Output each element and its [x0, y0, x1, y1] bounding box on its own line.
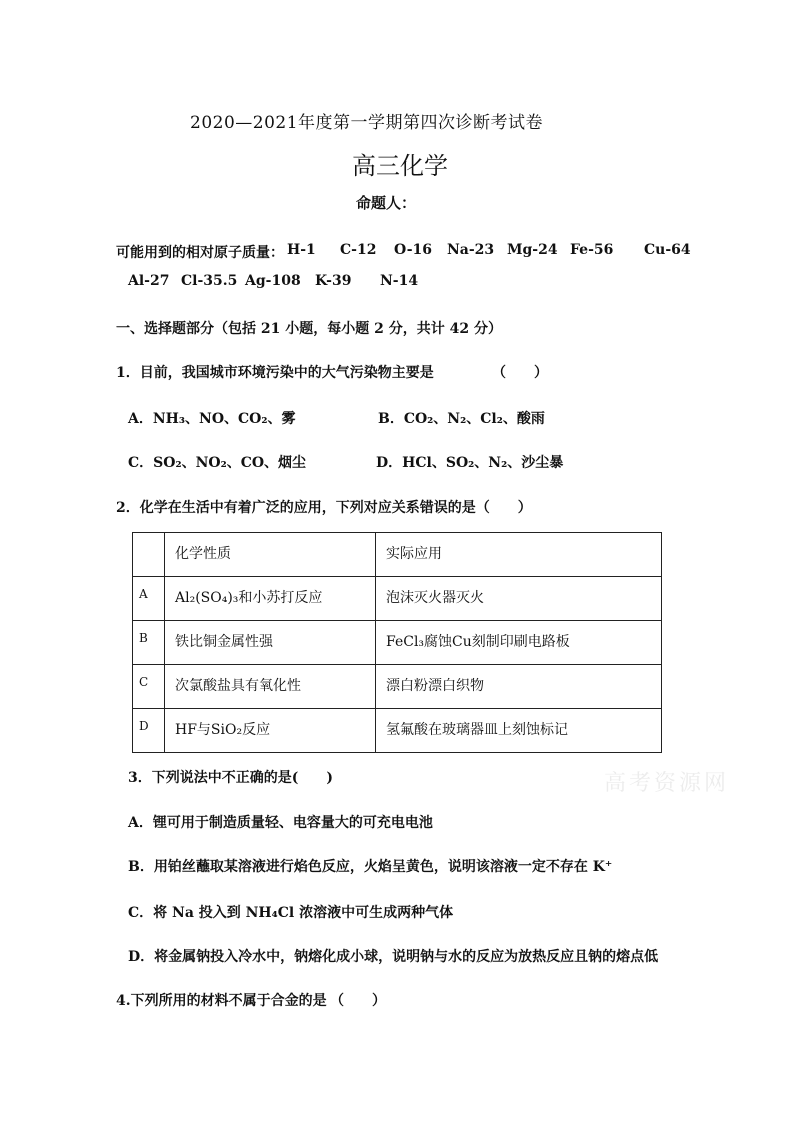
table-header-cell: 化学性质 — [165, 533, 376, 577]
table-cell-application: 泡沫灭火器灭火 — [376, 577, 662, 621]
table-row — [133, 709, 662, 753]
table-header-row — [133, 533, 662, 577]
author-label: 命题人： — [356, 194, 417, 212]
q3-option-a: A．锂可用于制造质量轻、电容量大的可充电电池 — [128, 815, 433, 831]
q1-option-b: B．CO₂、N₂、Cl₂、酸雨 — [378, 411, 545, 427]
question-1-stem: 1．目前，我国城市环境污染中的大气污染物主要是 — [116, 365, 434, 381]
q3-option-b: B．用铂丝蘸取某溶液进行焰色反应，火焰呈黄色，说明该溶液一定不存在 K⁺ — [128, 859, 613, 875]
table-row — [133, 621, 662, 665]
atomic-mass: K-39 — [315, 273, 352, 289]
table-cell-property: Al₂(SO₄)₃和小苏打反应 — [165, 577, 376, 621]
atomic-mass: Cu-64 — [644, 242, 691, 258]
table-cell-letter: B — [133, 621, 165, 665]
atomic-mass: Ag-108 — [245, 273, 301, 289]
atomic-mass-label: 可能用到的相对原子质量： — [116, 245, 284, 261]
question-3-stem: 3．下列说法中不正确的是( ) — [128, 770, 333, 786]
q1-option-a: A．NH₃、NO、CO₂、雾 — [128, 411, 296, 427]
atomic-mass: Cl-35.5 — [181, 273, 238, 289]
property-application-table — [132, 532, 662, 753]
subject-title: 高三化学 — [352, 152, 448, 180]
table-header-cell: 实际应用 — [376, 533, 662, 577]
exam-title: 2020—2021年度第一学期第四次诊断考试卷 — [190, 113, 544, 133]
table-row — [133, 577, 662, 621]
atomic-mass: Mg-24 — [507, 242, 558, 258]
q1-option-d: D．HCl、SO₂、N₂、沙尘暴 — [376, 455, 564, 471]
table-cell-application: 氢氟酸在玻璃器皿上刻蚀标记 — [376, 709, 662, 753]
table-cell-property: 次氯酸盐具有氧化性 — [165, 665, 376, 709]
question-2-stem: 2．化学在生活中有着广泛的应用，下列对应关系错误的是（ ） — [116, 500, 532, 516]
table-cell-property: HF与SiO₂反应 — [165, 709, 376, 753]
atomic-mass: Na-23 — [447, 242, 495, 258]
q3-option-c: C．将 Na 投入到 NH₄Cl 浓溶液中可生成两种气体 — [128, 905, 454, 921]
question-1-bracket: （ ） — [492, 365, 548, 381]
table-cell-property: 铁比铜金属性强 — [165, 621, 376, 665]
table-cell-application: FeCl₃腐蚀Cu刻制印刷电路板 — [376, 621, 662, 665]
table-cell-letter: D — [133, 709, 165, 753]
q1-option-c: C．SO₂、NO₂、CO、烟尘 — [128, 455, 307, 471]
section-heading: 一、选择题部分（包括 21 小题，每小题 2 分，共计 42 分） — [116, 321, 502, 337]
table-cell-application: 漂白粉漂白织物 — [376, 665, 662, 709]
table-cell-letter: C — [133, 665, 165, 709]
q3-option-d: D．将金属钠投入冷水中，钠熔化成小球，说明钠与水的反应为放热反应且钠的熔点低 — [128, 949, 659, 965]
atomic-mass: N-14 — [380, 273, 419, 289]
atomic-mass: H-1 — [287, 242, 316, 258]
atomic-mass: Fe-56 — [570, 242, 614, 258]
atomic-mass: C-12 — [340, 242, 377, 258]
question-4-stem: 4.下列所用的材料不属于合金的是 — [116, 993, 327, 1009]
table-cell-letter: A — [133, 577, 165, 621]
table-row — [133, 665, 662, 709]
question-4-bracket: （ ） — [330, 993, 386, 1009]
atomic-mass: Al-27 — [128, 273, 170, 289]
watermark-text: 高考资源网 — [604, 771, 730, 796]
table-header-cell — [133, 533, 165, 577]
atomic-mass: O-16 — [394, 242, 433, 258]
